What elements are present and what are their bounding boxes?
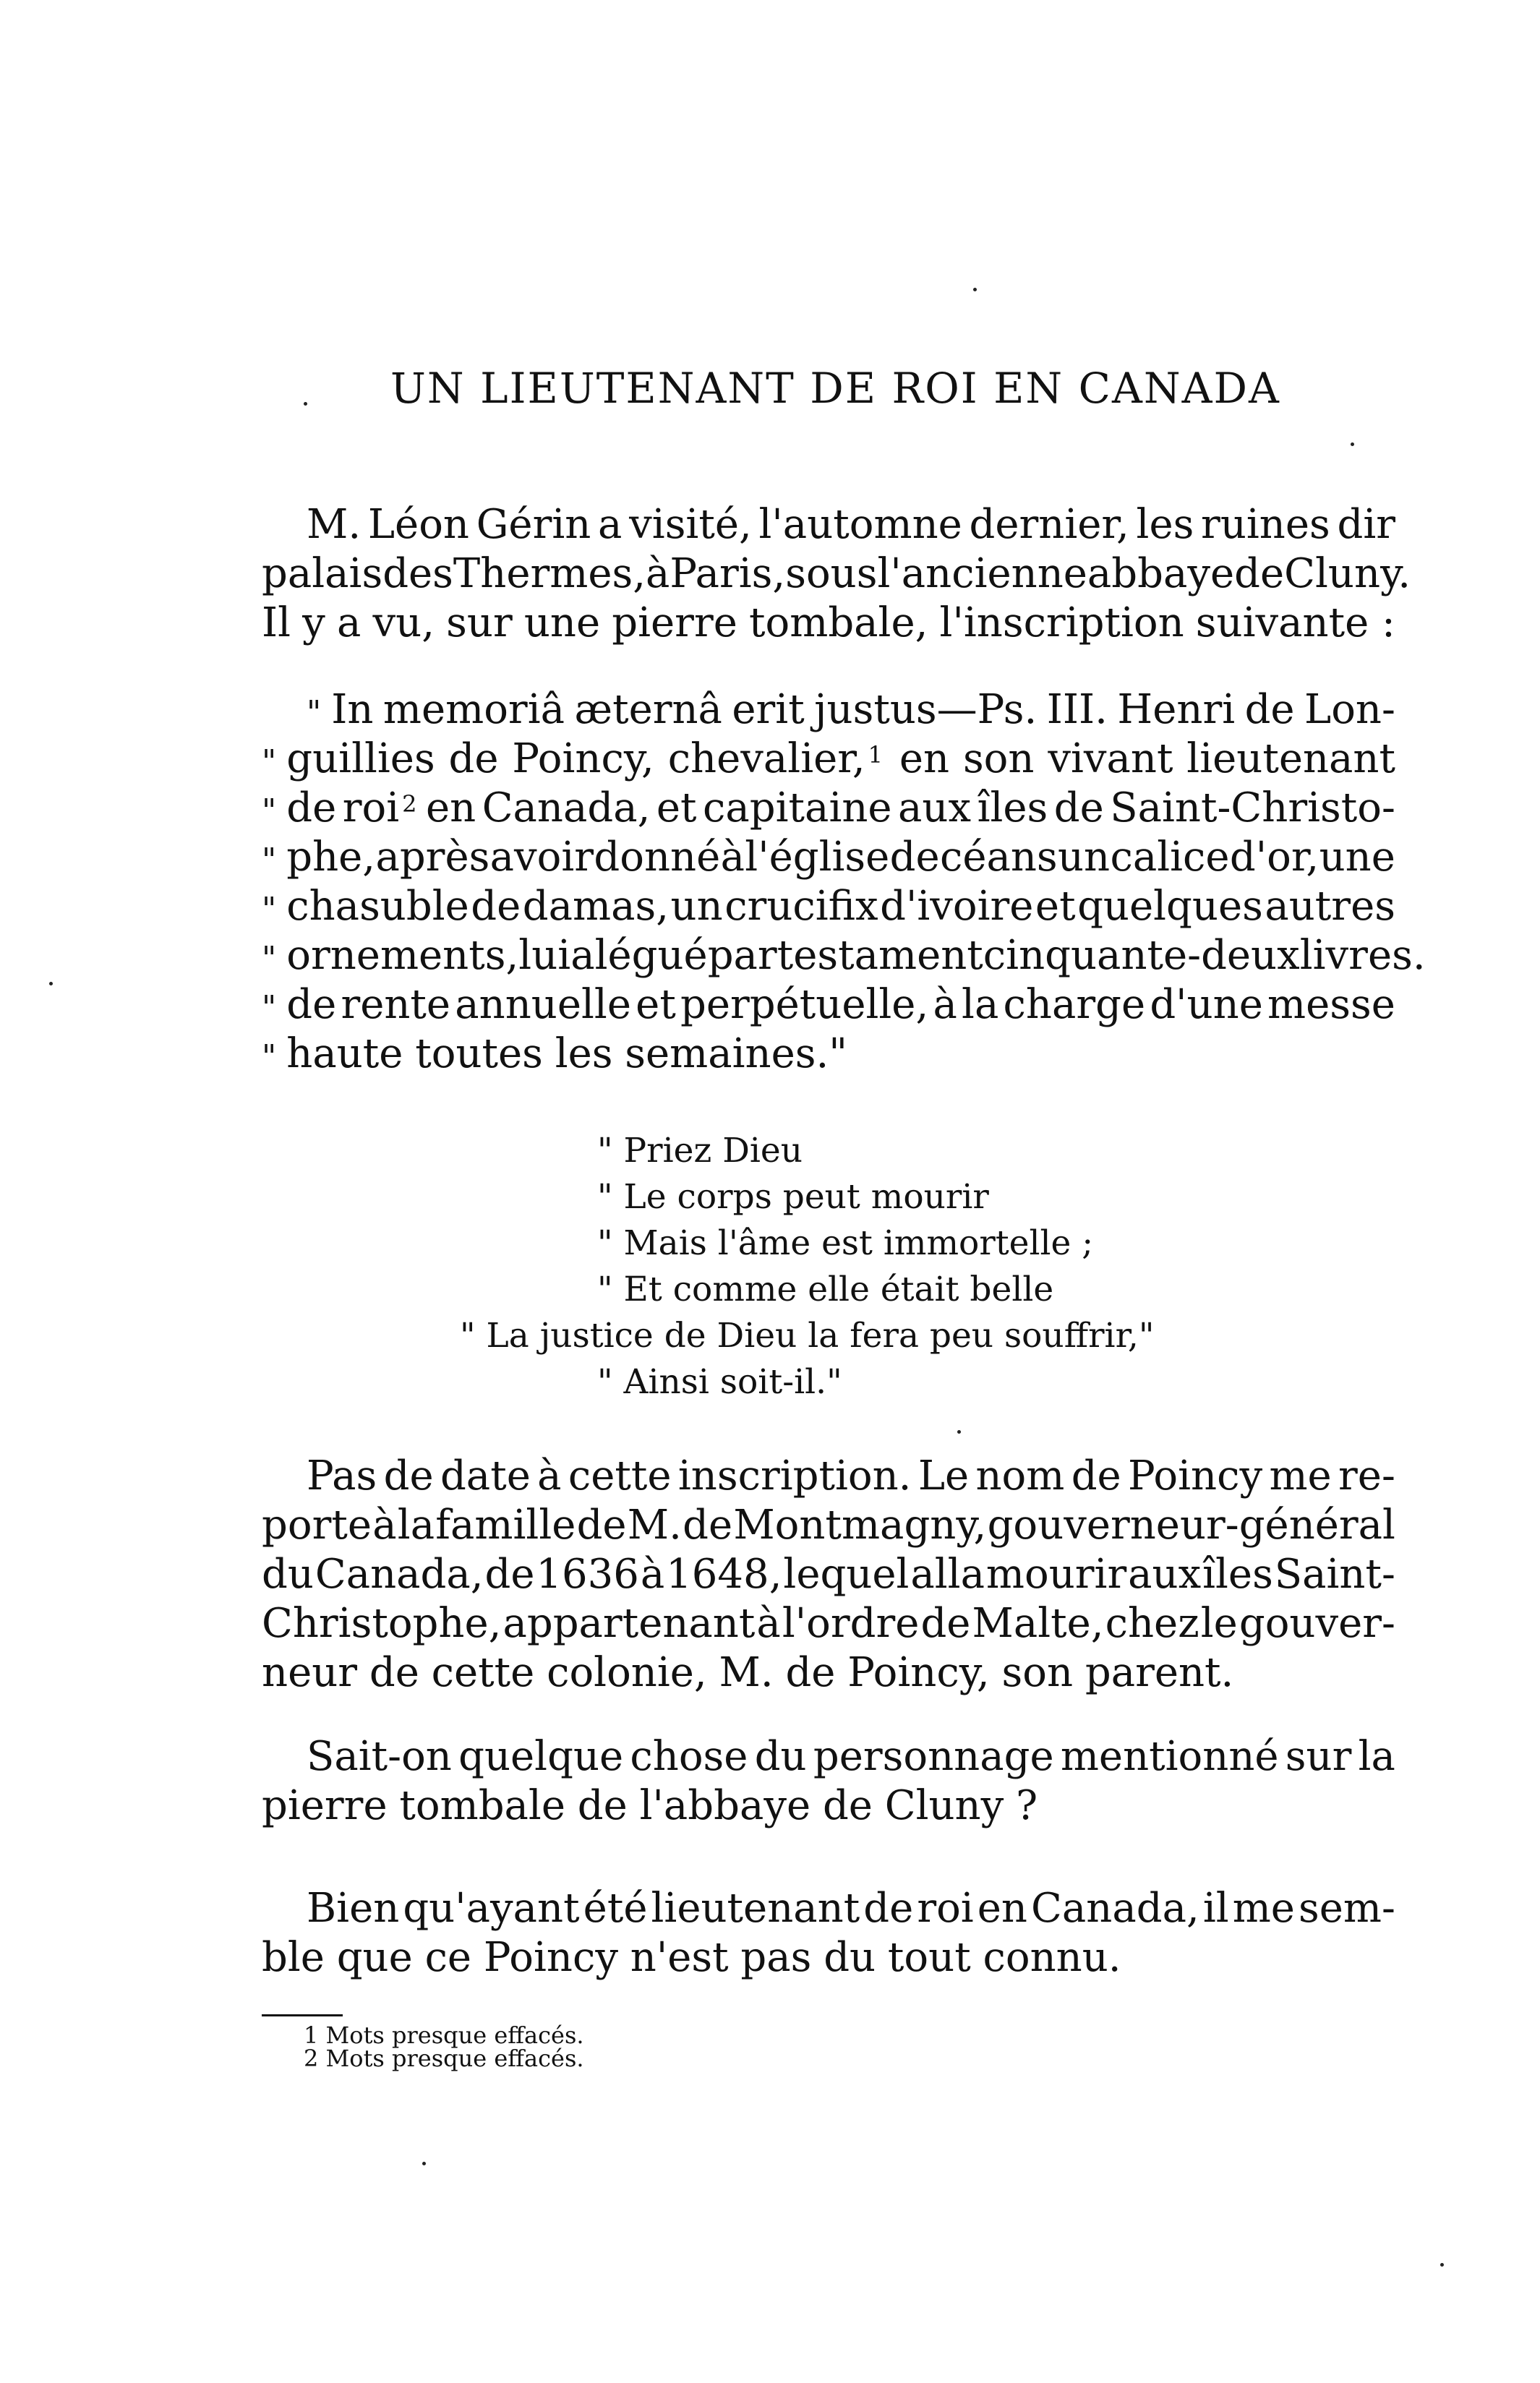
word: vu, bbox=[372, 599, 435, 646]
word: lui bbox=[518, 932, 571, 979]
quote-mark: " bbox=[307, 694, 322, 731]
word: îles bbox=[977, 784, 1048, 831]
text-line bbox=[262, 599, 1395, 648]
scan-speck bbox=[422, 2162, 426, 2165]
scan-speck bbox=[1351, 442, 1354, 446]
word: du bbox=[262, 1551, 314, 1598]
word: cinquante-deux bbox=[983, 932, 1300, 979]
word: inscription. bbox=[677, 1453, 912, 1499]
word: l'ancienne bbox=[877, 550, 1087, 597]
word: donné bbox=[594, 834, 721, 881]
text-line bbox=[262, 1452, 1395, 1501]
text-line bbox=[262, 980, 1395, 1030]
scan-speck bbox=[973, 288, 977, 291]
word: la bbox=[397, 1502, 435, 1549]
word: du bbox=[824, 1934, 876, 1981]
word: la bbox=[1358, 1733, 1395, 1780]
word: Le bbox=[917, 1453, 970, 1499]
word: annuelle bbox=[455, 981, 631, 1028]
scan-speck bbox=[304, 402, 307, 406]
word: de bbox=[785, 1649, 836, 1696]
word: un bbox=[670, 883, 723, 930]
text-line bbox=[262, 549, 1411, 599]
word: pierre bbox=[612, 599, 737, 646]
word: Montmagny, bbox=[733, 1502, 987, 1549]
word: en bbox=[899, 735, 950, 782]
word: famille bbox=[435, 1502, 576, 1549]
poem-line: " Mais l'âme est immortelle ; bbox=[597, 1223, 1094, 1263]
word: toutes bbox=[415, 1030, 543, 1077]
scan-speck bbox=[957, 1430, 961, 1434]
word: Il bbox=[262, 599, 291, 646]
word: avoir bbox=[489, 834, 594, 881]
word: gouverneur-général bbox=[987, 1502, 1395, 1549]
word: pierre bbox=[262, 1782, 388, 1829]
word: ce bbox=[424, 1934, 472, 1981]
word: Poincy bbox=[483, 1934, 618, 1981]
word: sem- bbox=[1298, 1885, 1395, 1932]
word: il bbox=[1202, 1885, 1229, 1932]
word: æternâ bbox=[574, 686, 722, 733]
text-line bbox=[262, 685, 1395, 735]
word: Canada, bbox=[315, 1551, 484, 1598]
word: que bbox=[336, 1934, 413, 1981]
word: chose bbox=[630, 1733, 748, 1780]
word: les bbox=[555, 1030, 613, 1077]
word: îles bbox=[1202, 1551, 1273, 1598]
word: y bbox=[302, 599, 325, 646]
word: rente bbox=[341, 981, 451, 1028]
word: justus—Ps. bbox=[814, 686, 1038, 733]
word: et bbox=[656, 784, 697, 831]
text-line bbox=[262, 1884, 1395, 1933]
word: M. bbox=[307, 501, 362, 548]
word: de bbox=[1071, 1453, 1121, 1499]
word: tombale, bbox=[749, 599, 928, 646]
word: Henri bbox=[1117, 686, 1236, 733]
word: Lon- bbox=[1304, 686, 1395, 733]
word: me bbox=[1269, 1453, 1332, 1499]
word: cette bbox=[568, 1453, 672, 1499]
text-line bbox=[262, 1933, 1395, 1982]
word: III. bbox=[1046, 686, 1108, 733]
quote-mark: " bbox=[262, 842, 277, 878]
word: palais bbox=[262, 550, 383, 597]
word: Sait-on bbox=[307, 1733, 452, 1780]
word: de bbox=[1244, 686, 1295, 733]
word: Malte, bbox=[972, 1600, 1104, 1647]
word: légué bbox=[594, 932, 708, 979]
word: à bbox=[537, 1453, 562, 1499]
word: capitaine bbox=[703, 784, 892, 831]
word: Poincy, bbox=[847, 1649, 990, 1696]
footnote-ref: 1 bbox=[868, 741, 884, 769]
word: Pas bbox=[307, 1453, 377, 1499]
word: à bbox=[646, 550, 670, 597]
text-line bbox=[262, 500, 1395, 549]
scan-speck bbox=[49, 982, 53, 985]
word: 1648, bbox=[666, 1551, 782, 1598]
text-line bbox=[262, 784, 1395, 833]
poem-line: " Et comme elle était belle bbox=[597, 1270, 1054, 1309]
quote-mark: " bbox=[262, 1038, 277, 1075]
word: porte bbox=[262, 1502, 372, 1549]
word: suivante : bbox=[1195, 599, 1395, 646]
word: Gérin bbox=[476, 501, 591, 548]
text-line bbox=[262, 833, 1395, 882]
word: a bbox=[598, 501, 623, 548]
word: 1636 bbox=[536, 1551, 639, 1598]
word: de bbox=[863, 1885, 914, 1932]
word: a bbox=[570, 932, 595, 979]
word: de bbox=[889, 834, 940, 881]
word: " phe, bbox=[262, 834, 376, 881]
word: lieutenant bbox=[651, 1885, 860, 1932]
paragraph-question bbox=[262, 1732, 1395, 1831]
text-line bbox=[262, 735, 1395, 784]
word: l'automne bbox=[758, 501, 962, 548]
word: qu'ayant bbox=[403, 1885, 580, 1932]
word: et bbox=[636, 981, 676, 1028]
word: Paris, bbox=[670, 550, 786, 597]
word: " guillies bbox=[262, 735, 435, 782]
word: Bien bbox=[307, 1885, 400, 1932]
word: aux bbox=[898, 784, 972, 831]
word: roi $^2$ bbox=[342, 784, 417, 831]
word: Canada, bbox=[482, 784, 651, 831]
paragraph-commentary bbox=[262, 1452, 1395, 1698]
word: une bbox=[1319, 834, 1395, 881]
word: à bbox=[756, 1600, 781, 1647]
word: quelques bbox=[1077, 883, 1263, 930]
word: chevalier, $^1$ bbox=[667, 735, 884, 782]
word: le bbox=[1200, 1600, 1238, 1647]
word: sur bbox=[446, 599, 513, 646]
quote-mark: " bbox=[262, 940, 277, 977]
word: semaines." bbox=[625, 1030, 848, 1077]
word: messe bbox=[1267, 981, 1395, 1028]
footnote-ref: 2 bbox=[402, 790, 417, 818]
word: chez bbox=[1105, 1600, 1199, 1647]
word: ? bbox=[1016, 1782, 1038, 1829]
word: Saint- bbox=[1274, 1551, 1395, 1598]
word: alla bbox=[910, 1551, 985, 1598]
text-line bbox=[262, 1781, 1395, 1831]
word: neur bbox=[262, 1649, 358, 1696]
word: l'inscription bbox=[939, 599, 1184, 646]
word: et bbox=[1035, 883, 1076, 930]
word: lieutenant bbox=[1186, 735, 1395, 782]
word: Saint-Christo- bbox=[1110, 784, 1395, 831]
word: Cluny bbox=[884, 1782, 1004, 1829]
word: de bbox=[369, 1649, 419, 1696]
word: à bbox=[933, 981, 957, 1028]
text-line bbox=[262, 931, 1426, 980]
text-line bbox=[262, 1648, 1395, 1698]
word: ruines bbox=[1201, 501, 1330, 548]
word: cette bbox=[431, 1649, 535, 1696]
word: mentionné bbox=[1060, 1733, 1279, 1780]
text-line bbox=[262, 1550, 1395, 1599]
word: de bbox=[1053, 784, 1104, 831]
word: du bbox=[754, 1733, 807, 1780]
word: de bbox=[920, 1600, 971, 1647]
word: lequel bbox=[783, 1551, 910, 1598]
word: autres bbox=[1265, 883, 1395, 930]
quote-mark: " bbox=[262, 891, 277, 928]
word: de bbox=[484, 1551, 535, 1598]
quote-mark: " bbox=[262, 989, 277, 1026]
word: " de bbox=[262, 784, 337, 831]
text-line bbox=[262, 1030, 1395, 1079]
word: connu. bbox=[983, 1934, 1121, 1981]
word: son bbox=[962, 735, 1035, 782]
poem-line: " Ainsi soit-il." bbox=[597, 1362, 842, 1402]
footnote-rule bbox=[262, 2014, 343, 2016]
word: damas, bbox=[522, 883, 670, 930]
word: Thermes, bbox=[453, 550, 646, 597]
word: dernier, bbox=[969, 501, 1129, 548]
word: Cluny. bbox=[1284, 550, 1411, 597]
word: l'abbaye bbox=[639, 1782, 811, 1829]
word: l'église bbox=[745, 834, 890, 881]
word: les bbox=[1136, 501, 1194, 548]
word: date bbox=[440, 1453, 531, 1499]
quote-mark: " bbox=[262, 743, 277, 780]
word: de bbox=[448, 735, 499, 782]
word: sur bbox=[1285, 1733, 1352, 1780]
word: après bbox=[375, 834, 490, 881]
word: gouver- bbox=[1239, 1600, 1395, 1647]
word: " ornements, bbox=[262, 932, 519, 979]
word: parent. bbox=[1085, 1649, 1234, 1696]
word: nom bbox=[975, 1453, 1065, 1499]
word: d'or, bbox=[1229, 834, 1319, 881]
word: la bbox=[962, 981, 999, 1028]
word: " In bbox=[307, 686, 374, 733]
word: memoriâ bbox=[382, 686, 565, 733]
word: " haute bbox=[262, 1030, 403, 1077]
word: quelque bbox=[458, 1733, 624, 1780]
word: ble bbox=[262, 1934, 325, 1981]
word: Christophe, bbox=[262, 1600, 502, 1647]
word: " de bbox=[262, 981, 337, 1028]
word: de bbox=[577, 1782, 628, 1829]
poem-line: " Priez Dieu bbox=[597, 1131, 803, 1171]
word: erit bbox=[732, 686, 805, 733]
word: Canada, bbox=[1031, 1885, 1199, 1932]
word: de bbox=[471, 883, 521, 930]
inscription-quote bbox=[262, 685, 1426, 1079]
word: appartenant bbox=[502, 1600, 756, 1647]
word: son bbox=[1001, 1649, 1074, 1696]
word: colonie, bbox=[547, 1649, 707, 1696]
word: de bbox=[1234, 550, 1285, 597]
word: l'ordre bbox=[782, 1600, 920, 1647]
word: à bbox=[640, 1551, 665, 1598]
footnote: 2 Mots presque effacés. bbox=[304, 2045, 584, 2072]
text-line bbox=[262, 1599, 1395, 1648]
word: dir bbox=[1337, 501, 1395, 548]
word: n'est bbox=[630, 1934, 729, 1981]
text-line bbox=[262, 1501, 1395, 1550]
word: calice bbox=[1110, 834, 1230, 881]
word: roi bbox=[917, 1885, 974, 1932]
word: à bbox=[372, 1502, 397, 1549]
word: Léon bbox=[367, 501, 469, 548]
word: sous bbox=[785, 550, 878, 597]
quote-mark: " bbox=[262, 792, 277, 829]
word: en bbox=[425, 784, 476, 831]
word: personnage bbox=[813, 1733, 1054, 1780]
word: de bbox=[383, 1453, 434, 1499]
word: par bbox=[707, 932, 777, 979]
word: testament bbox=[777, 932, 983, 979]
word: livres. bbox=[1299, 932, 1426, 979]
paragraph-conclusion bbox=[262, 1884, 1395, 1982]
word: de bbox=[576, 1502, 627, 1549]
word: abbaye bbox=[1087, 550, 1235, 597]
word: une bbox=[523, 599, 601, 646]
word: " chasuble bbox=[262, 883, 469, 930]
word: en bbox=[977, 1885, 1027, 1932]
word: à bbox=[720, 834, 745, 881]
word: visité, bbox=[629, 501, 752, 548]
word: d'une bbox=[1150, 981, 1263, 1028]
word: M. bbox=[627, 1502, 682, 1549]
word: des bbox=[382, 550, 453, 597]
word: vivant bbox=[1048, 735, 1173, 782]
word: pas bbox=[740, 1934, 812, 1981]
word: tombale bbox=[399, 1782, 565, 1829]
page-title: UN LIEUTENANT DE ROI EN CANADA bbox=[390, 364, 1280, 413]
text-line bbox=[262, 882, 1395, 931]
word: de bbox=[683, 1502, 733, 1549]
word: re- bbox=[1338, 1453, 1395, 1499]
word: céans bbox=[939, 834, 1058, 881]
word: Poincy, bbox=[512, 735, 654, 782]
word: tout bbox=[887, 1934, 971, 1981]
paragraph-intro bbox=[262, 500, 1411, 648]
scan-speck bbox=[1440, 2263, 1444, 2267]
word: de bbox=[822, 1782, 873, 1829]
word: perpétuelle, bbox=[680, 981, 929, 1028]
text-line bbox=[262, 1732, 1395, 1781]
word: a bbox=[336, 599, 362, 646]
word: aux bbox=[1128, 1551, 1202, 1598]
word: d'ivoire bbox=[880, 883, 1034, 930]
word: un bbox=[1057, 834, 1111, 881]
word: me bbox=[1232, 1885, 1295, 1932]
word: M. bbox=[719, 1649, 774, 1696]
word: crucifix bbox=[724, 883, 878, 930]
poem-line: " Le corps peut mourir bbox=[597, 1177, 989, 1217]
word: charge bbox=[1003, 981, 1146, 1028]
footnote: 1 Mots presque effacés. bbox=[304, 2022, 584, 2049]
word: Poincy bbox=[1128, 1453, 1263, 1499]
word: mourir bbox=[985, 1551, 1127, 1598]
word: été bbox=[583, 1885, 648, 1932]
poem-line: " La justice de Dieu la fera peu souffrir," bbox=[460, 1316, 1155, 1356]
